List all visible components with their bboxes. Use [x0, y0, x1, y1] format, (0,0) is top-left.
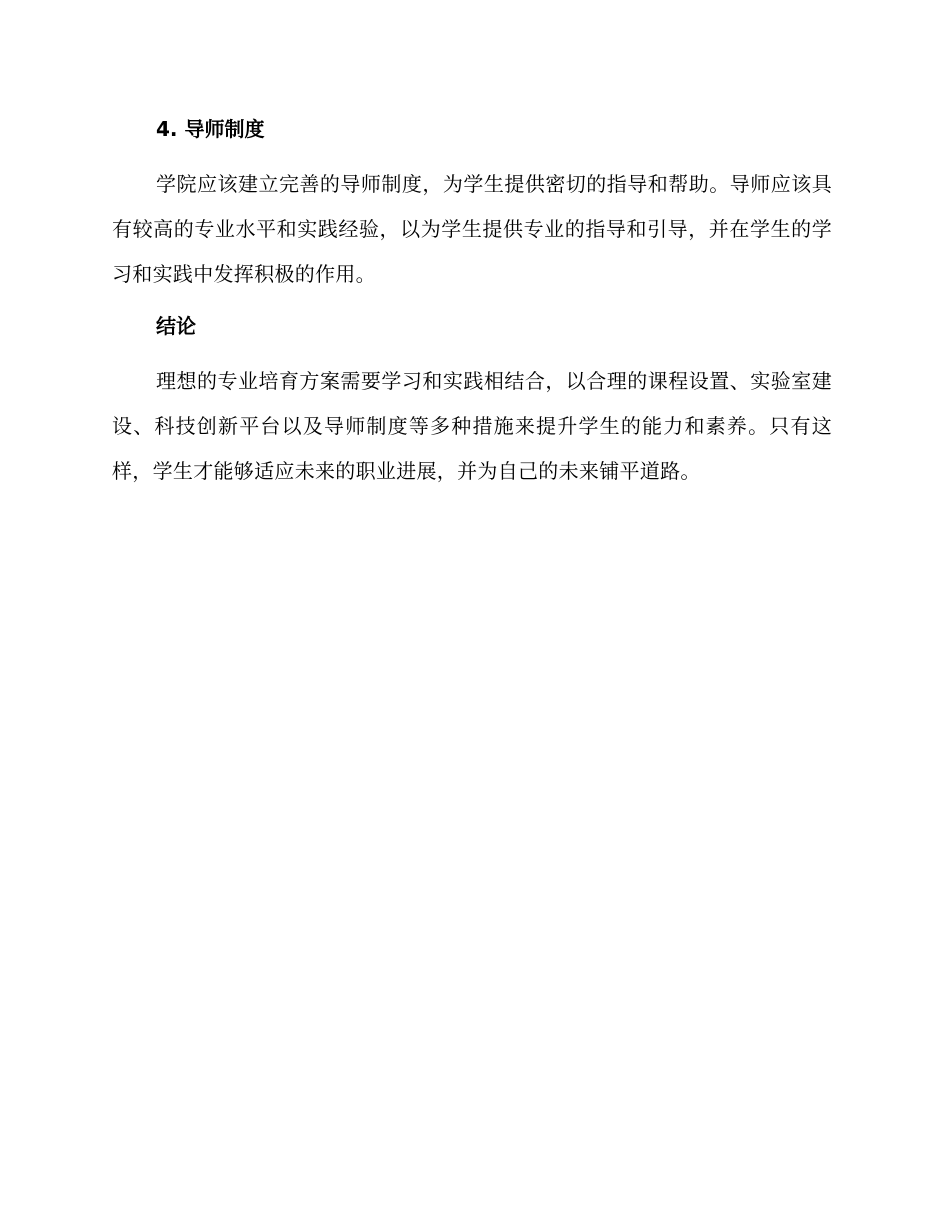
section-paragraph-mentor-system: 学院应该建立完善的导师制度，为学生提供密切的指导和帮助。导师应该具有较高的专业水平和实践经验，以为学生提供专业的指导和引导，并在学生的学习和实践中发挥积极的作用。	[112, 172, 832, 286]
section-paragraph-conclusion: 理想的专业培育方案需要学习和实践相结合，以合理的课程设置、实验室建设、科技创新平台以及导师制度等多种措施来提升学生的能力和素养。只有这样，学生才能够适应未来的职业进展，并为自己的未来铺平道路。	[112, 369, 832, 483]
section-heading-conclusion: 结论	[156, 314, 196, 338]
section-heading-mentor-system: 4. 导师制度	[156, 117, 265, 141]
document-body	[112, 112, 832, 494]
